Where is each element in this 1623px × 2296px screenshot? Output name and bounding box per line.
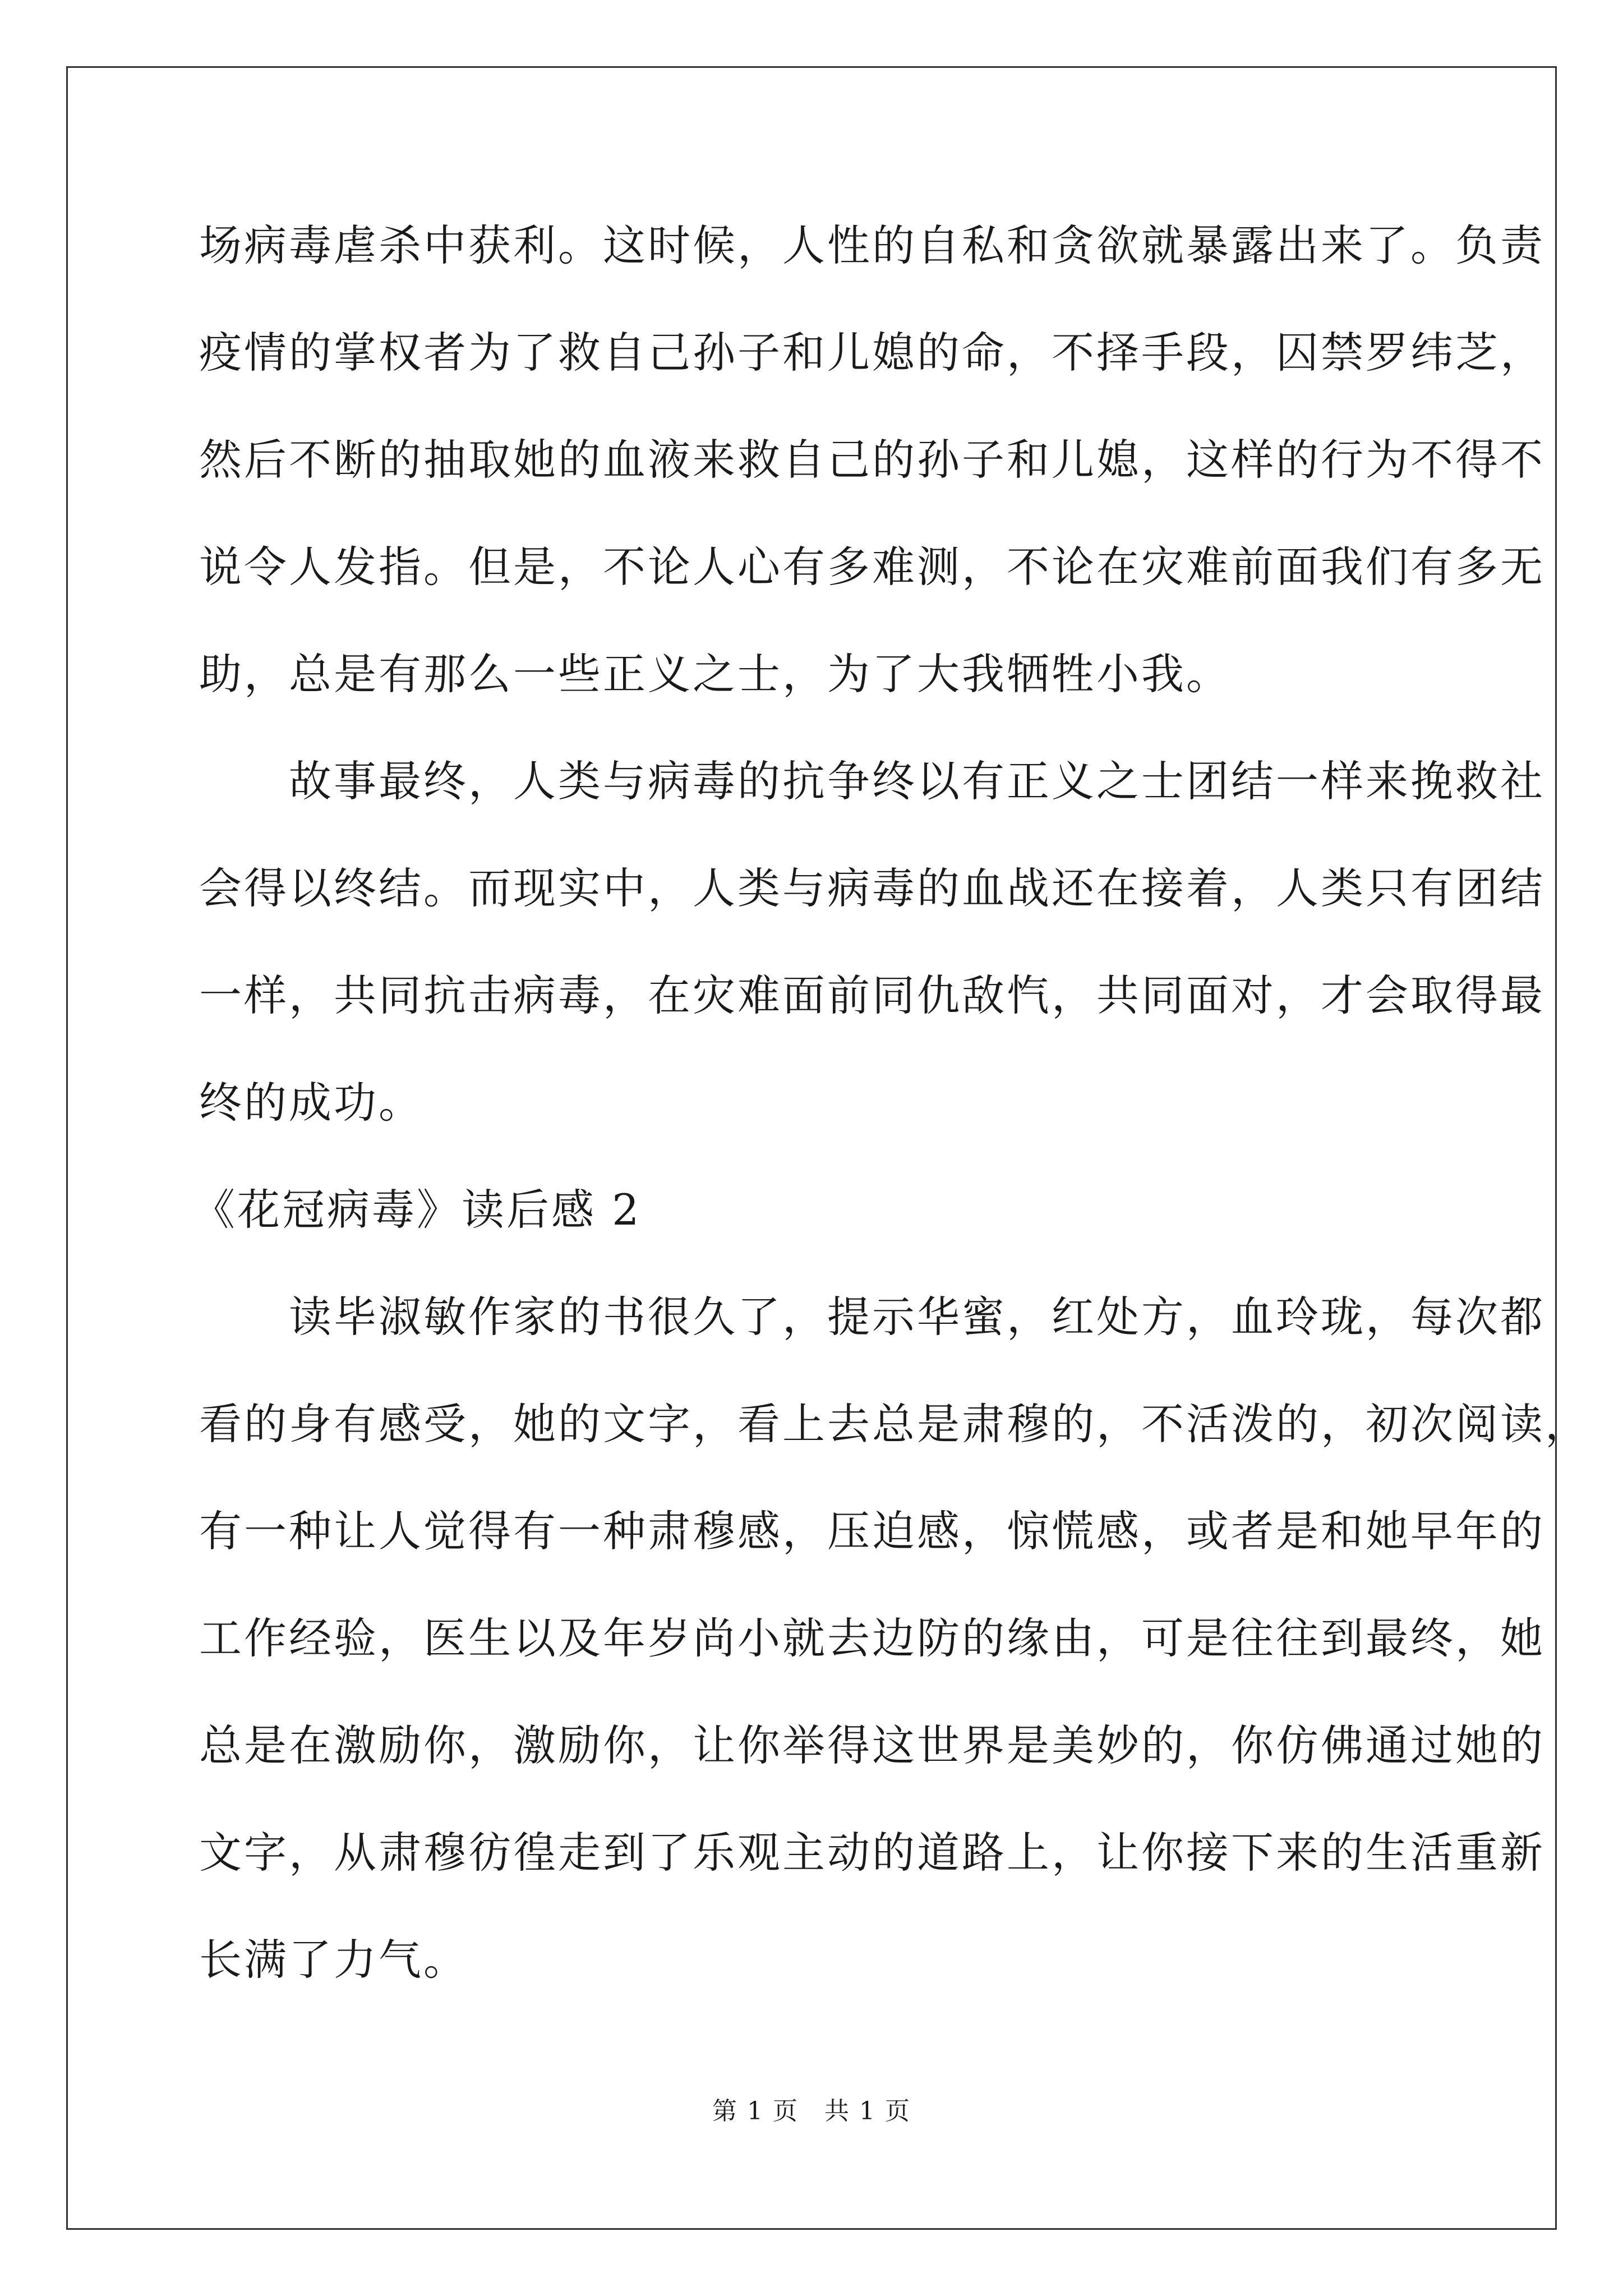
text-line: 终的成功。 — [199, 1078, 423, 1128]
text-line: 文字，从肃穆彷徨走到了乐观主动的道路上，让你接下来的生活重新 — [199, 1828, 1545, 1878]
text-line: 助，总是有那么一些正义之士，为了大我牺牲小我。 — [199, 649, 1231, 699]
text-line: 说令人发指。但是，不论人心有多难测，不论在灾难前面我们有多无 — [199, 542, 1545, 592]
text-line: 有一种让人觉得有一种肃穆感，压迫感，惊慌感，或者是和她早年的 — [199, 1506, 1545, 1556]
paragraph-3 — [199, 1290, 1590, 1987]
text-line: 长满了力气。 — [199, 1935, 468, 1985]
text-line: 会得以终结。而现实中，人类与病毒的血战还在接着，人类只有团结 — [199, 863, 1545, 913]
text-line: 总是在激励你，激励你，让你举得这世界是美妙的，你仿佛通过她的 — [199, 1720, 1545, 1770]
document-body — [192, 219, 1590, 1987]
text-line: 场病毒虐杀中获利。这时候，人性的自私和贪欲就暴露出来了。负责 — [199, 220, 1545, 270]
paragraph-2 — [199, 754, 1545, 1183]
text-line: 读毕淑敏作家的书很久了，提示华蜜，红处方，血玲珑，每次都 — [289, 1292, 1545, 1342]
text-line: 然后不断的抽取她的血液来救自己的孙子和儿媳，这样的行为不得不 — [199, 435, 1545, 485]
page-footer: 第 1 页 共 1 页 — [712, 2097, 911, 2125]
text-line: 故事最终，人类与病毒的抗争终以有正义之士团结一样来挽救社 — [289, 756, 1545, 806]
section-heading: 《花冠病毒》读后感 2 — [192, 1185, 642, 1235]
text-line: 工作经验，医生以及年岁尚小就去边防的缘由，可是往往到最终，她 — [199, 1613, 1545, 1663]
text-line: 一样，共同抗击病毒，在灾难面前同仇敌忾，共同面对，才会取得最 — [199, 970, 1545, 1020]
text-line: 疫情的掌权者为了救自己孙子和儿媳的命，不择手段，囚禁罗纬芝， — [199, 328, 1545, 378]
text-line: 看的身有感受，她的文字，看上去总是肃穆的，不活泼的，初次阅读， — [199, 1399, 1590, 1449]
paragraph-1 — [199, 219, 1545, 754]
